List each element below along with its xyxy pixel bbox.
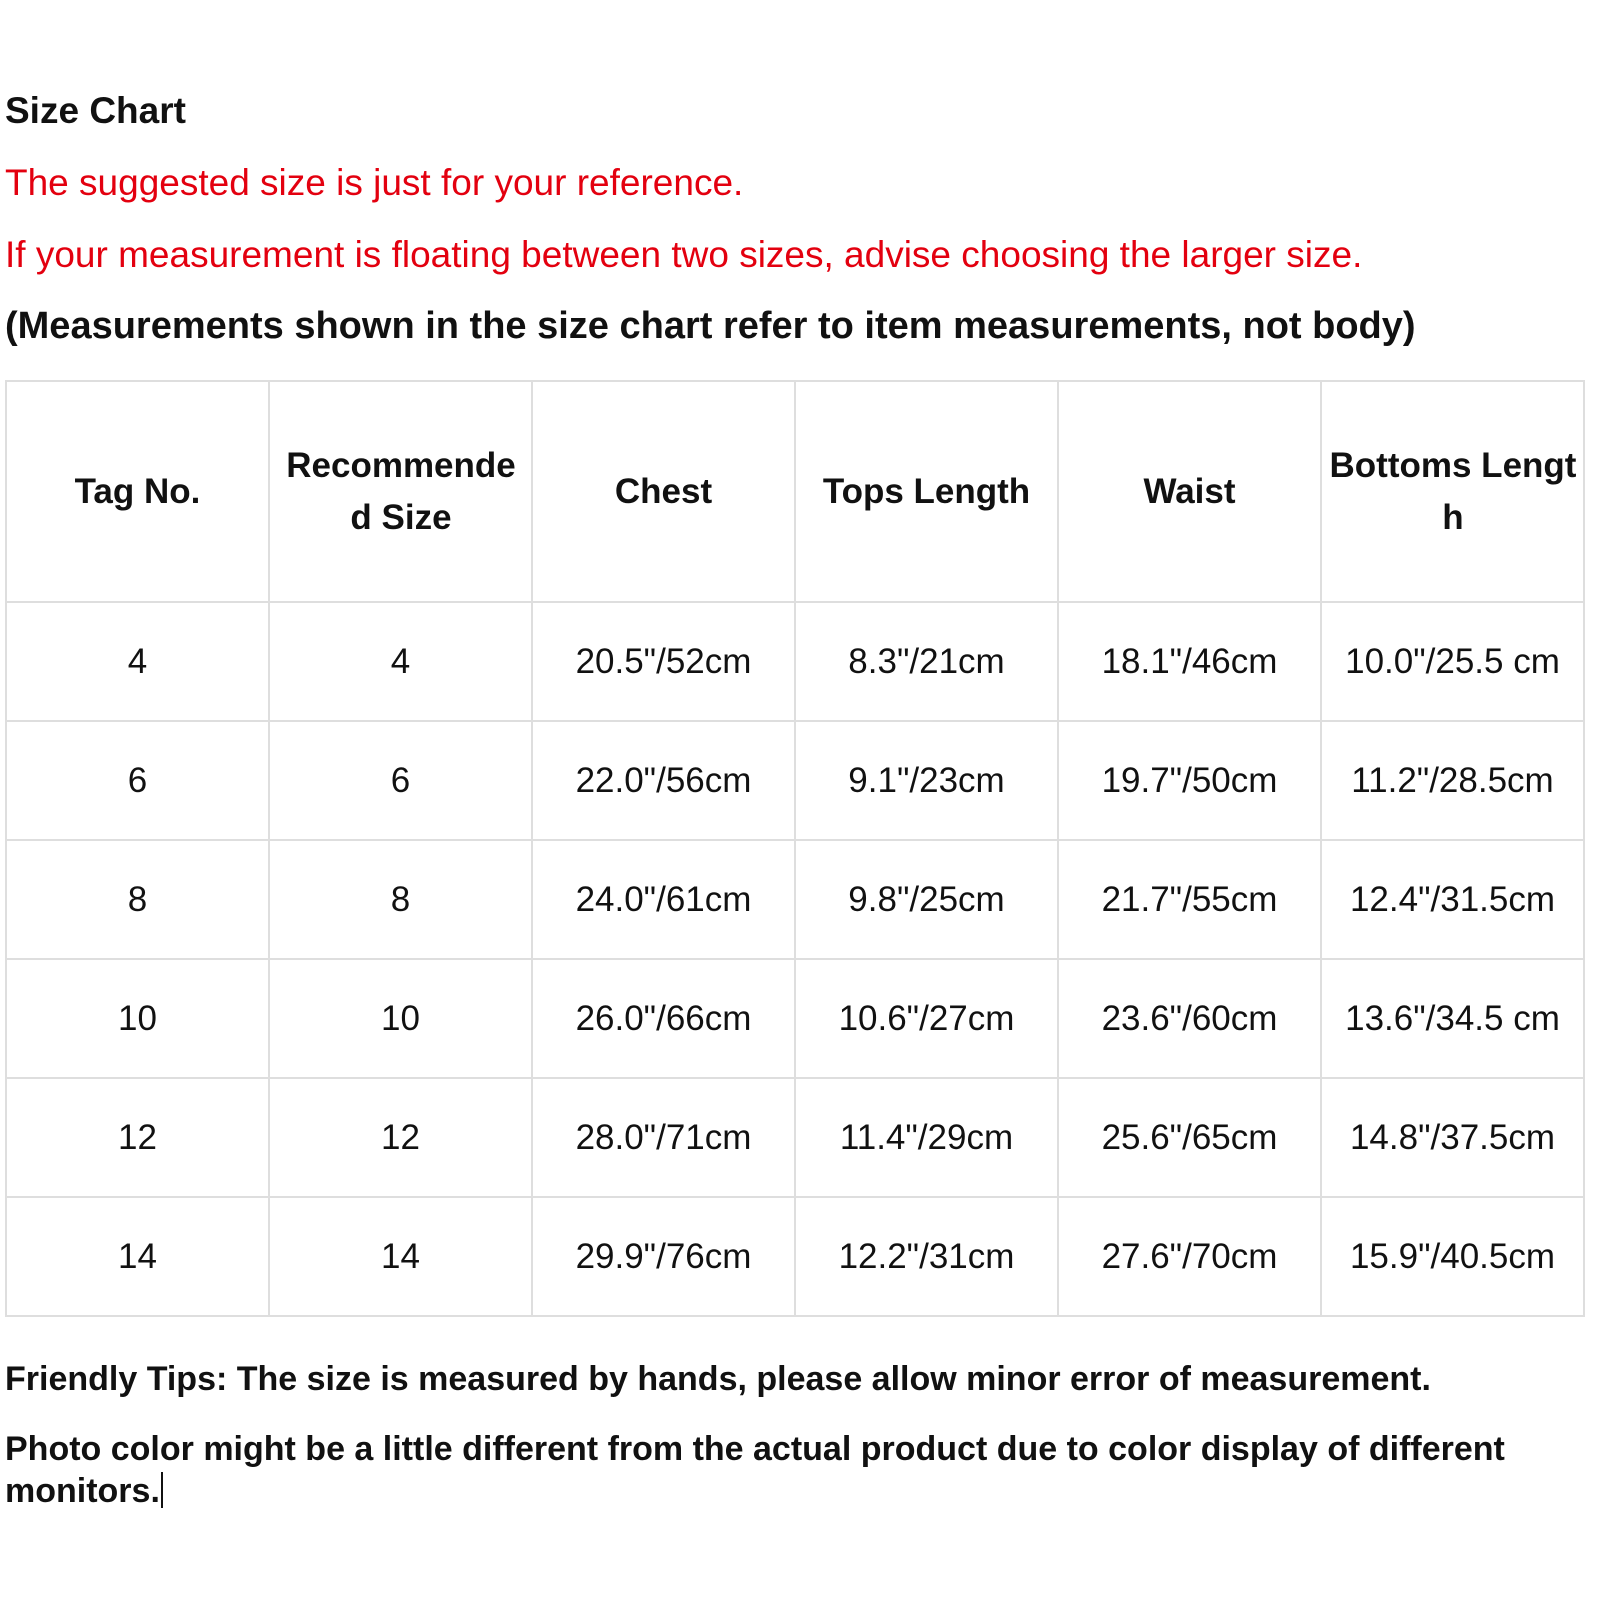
table-cell: 9.8"/25cm xyxy=(795,840,1058,959)
table-cell: 21.7"/55cm xyxy=(1058,840,1321,959)
measurement-note: (Measurements shown in the size chart refer to item measurements, not body) xyxy=(5,305,1416,347)
table-cell: 15.9"/40.5cm xyxy=(1321,1197,1584,1316)
text-cursor xyxy=(161,1472,163,1508)
table-cell: 19.7"/50cm xyxy=(1058,721,1321,840)
header-bottoms-length-label: Bottoms Length xyxy=(1329,445,1577,537)
table-cell: 14 xyxy=(269,1197,532,1316)
sizing-advice-note: If your measurement is floating between two sizes, advise choosing the larger size. xyxy=(5,234,1363,275)
table-cell: 8 xyxy=(6,840,269,959)
header-recommended-size xyxy=(269,381,532,602)
header-waist: Waist xyxy=(1058,381,1321,602)
table-cell: 14.8"/37.5cm xyxy=(1321,1078,1584,1197)
table-cell: 13.6"/34.5 cm xyxy=(1321,959,1584,1078)
table-cell: 11.2"/28.5cm xyxy=(1321,721,1584,840)
table-cell: 14 xyxy=(6,1197,269,1316)
size-table xyxy=(5,380,1585,1317)
header-recommended-size-label: Recommended Size xyxy=(286,445,516,537)
table-cell: 11.4"/29cm xyxy=(795,1078,1058,1197)
table-cell: 8 xyxy=(269,840,532,959)
table-row xyxy=(6,840,1584,959)
table-cell: 24.0"/61cm xyxy=(532,840,795,959)
table-row xyxy=(6,1078,1584,1197)
table-cell: 26.0"/66cm xyxy=(532,959,795,1078)
table-cell: 23.6"/60cm xyxy=(1058,959,1321,1078)
table-cell: 22.0"/56cm xyxy=(532,721,795,840)
header-chest: Chest xyxy=(532,381,795,602)
table-cell: 12 xyxy=(269,1078,532,1197)
table-cell: 20.5"/52cm xyxy=(532,602,795,721)
table-cell: 10 xyxy=(6,959,269,1078)
table-row xyxy=(6,959,1584,1078)
table-cell: 9.1"/23cm xyxy=(795,721,1058,840)
page-title: Size Chart xyxy=(5,90,186,131)
table-cell: 8.3"/21cm xyxy=(795,602,1058,721)
friendly-tips: Friendly Tips: The size is measured by hands, please allow minor error of measurement. xyxy=(5,1360,1431,1398)
table-cell: 4 xyxy=(269,602,532,721)
table-cell: 12.4"/31.5cm xyxy=(1321,840,1584,959)
table-cell: 25.6"/65cm xyxy=(1058,1078,1321,1197)
table-cell: 10 xyxy=(269,959,532,1078)
photo-color-note xyxy=(5,1428,1565,1512)
table-cell: 6 xyxy=(6,721,269,840)
table-cell: 12.2"/31cm xyxy=(795,1197,1058,1316)
table-header-row xyxy=(6,381,1584,602)
table-cell: 4 xyxy=(6,602,269,721)
table-row xyxy=(6,721,1584,840)
reference-note: The suggested size is just for your reference. xyxy=(5,162,744,203)
table-cell: 12 xyxy=(6,1078,269,1197)
table-cell: 27.6"/70cm xyxy=(1058,1197,1321,1316)
header-bottoms-length xyxy=(1321,381,1584,602)
table-row xyxy=(6,1197,1584,1316)
table-cell: 18.1"/46cm xyxy=(1058,602,1321,721)
table-cell: 10.0"/25.5 cm xyxy=(1321,602,1584,721)
table-cell: 28.0"/71cm xyxy=(532,1078,795,1197)
header-tops-length: Tops Length xyxy=(795,381,1058,602)
table-row xyxy=(6,602,1584,721)
table-cell: 29.9"/76cm xyxy=(532,1197,795,1316)
table-cell: 6 xyxy=(269,721,532,840)
table-cell: 10.6"/27cm xyxy=(795,959,1058,1078)
header-tag-no: Tag No. xyxy=(6,381,269,602)
photo-color-note-text: Photo color might be a little different from the actual product due to color display of different monitors. xyxy=(5,1430,1505,1510)
